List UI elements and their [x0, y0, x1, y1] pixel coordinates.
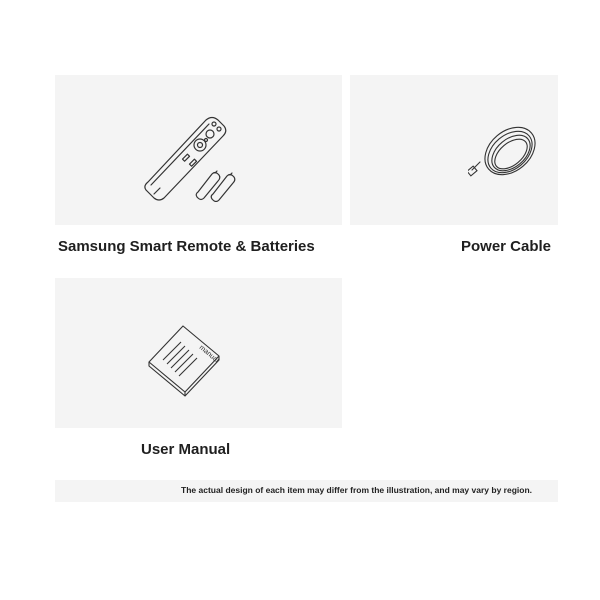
remote-and-batteries-icon	[140, 112, 250, 202]
item-label-remote: Samsung Smart Remote & Batteries	[58, 238, 315, 255]
item-card-user-manual	[55, 278, 342, 428]
item-label-power-cable: Power Cable	[461, 238, 552, 255]
item-label-user-manual: User Manual	[141, 441, 231, 458]
item-card-power-cable	[350, 75, 558, 225]
disclaimer-text: The actual design of each item may differ from the illustration, and may vary by region.	[181, 485, 532, 495]
power-cable-icon	[468, 118, 548, 188]
manual-icon	[143, 318, 223, 398]
disclaimer-bar	[55, 480, 558, 502]
manual-cover-label: manual	[197, 344, 220, 365]
item-card-remote	[55, 75, 342, 225]
